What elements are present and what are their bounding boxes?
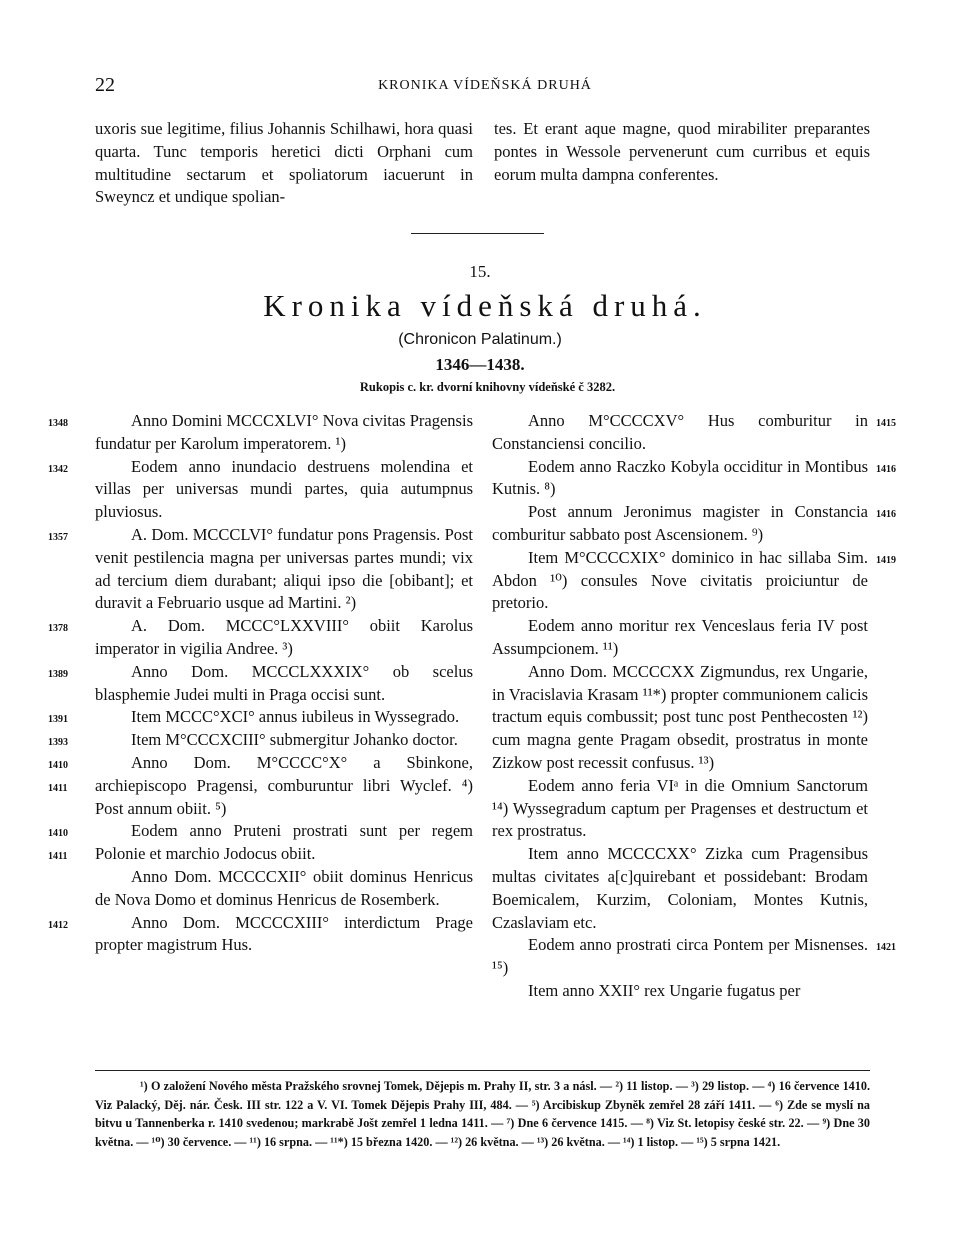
entry-text: Eodem anno Raczko Kobyla occiditur in Montibus Kutnis. ⁸) <box>492 456 868 499</box>
chronicle-entry <box>48 912 473 958</box>
margin-year: 1342 <box>48 463 68 475</box>
manuscript-note: Rukopis c. kr. dvorní knihovny vídeňské č 3282. <box>359 380 616 394</box>
chronicle-entry <box>95 866 473 912</box>
margin-year: 1416 <box>876 509 896 521</box>
entry-text: Anno Dom. MCCCCXIII° interdictum Prage propter magistrum Hus. <box>95 912 473 955</box>
entry-text: Eodem anno moritur rex Venceslaus feria IV post Assumpcionem. ¹¹) <box>492 616 868 658</box>
margin-year: 1419 <box>876 554 896 566</box>
entry-text: Item anno XXII° rex Ungarie fugatus per <box>528 980 801 1000</box>
chronicle-entry <box>492 980 868 1003</box>
chronicle-entry <box>48 752 473 820</box>
chronicle-entry <box>492 843 868 934</box>
chronicle-entry <box>492 501 896 547</box>
chronicle-entry <box>48 615 473 661</box>
chronicle-entry <box>48 729 473 752</box>
margin-year: 1416 <box>876 463 896 475</box>
margin-year: 1411 <box>48 782 68 794</box>
chronicle-entry <box>492 615 868 661</box>
margin-year: 1410 <box>48 759 68 771</box>
chronicle-entry <box>492 934 896 980</box>
entry-text: Item M°CCCCXIX° dominico in hac sillaba Sim. Abdon ¹⁰) consules Nove civitatis proiciuntur de pretorio. <box>492 547 868 613</box>
running-title: KRONIKA VÍDEŇSKÁ DRUHÁ <box>378 78 592 93</box>
margin-year: 1412 <box>48 919 68 931</box>
section-title: Kronika vídeňská druhá. <box>263 288 707 323</box>
entry-text: Anno Dom. MCCCLXXXIX° ob scelus blasphemie Judei multi in Praga occisi sunt. <box>95 661 473 704</box>
margin-year: 1415 <box>876 418 896 429</box>
chronicle-entry <box>492 547 896 615</box>
footnotes <box>95 1077 870 1151</box>
section-number: 15. <box>469 262 491 281</box>
entry-text: Post annum Jeronimus magister in Constancia comburitur sabbato post Ascensionem. ⁹) <box>492 502 868 544</box>
entry-text: Anno Dom. M°CCCC°X° a Sbinkone, archiepiscopo Pragensi, comburuntur libri Wyclef. ⁴) Post annum obiit. ⁵) <box>95 752 473 818</box>
footnote-divider <box>95 1070 870 1071</box>
chronicle-entry <box>48 456 473 524</box>
footnote-text: ¹) O založení Nového města Pražského srovnej Tomek, Dějepis m. Prahy II, str. 3 a násl. — ²) 11 listop. — ³) 29 listop. — ⁴) 16 července 1410. Viz Palacký, Děj. nár. Česk. III str. 122 a V. VI. Tomek Dějepis Prahy III, 484. — ⁵) Arcibiskup Zbyněk zemřel 28 září 1411. — ⁶) Zde se myslí na bitvu u Tannenberka r. 1410 svedenou; markrabě Jošt zemřel 1 ledna 1411. — ⁷) Dne 6 července 1415. — ⁸) Viz St. letopisy české str. 22. — ⁹) Dne 30 května. — ¹⁰) 30 července. — ¹¹) 16 srpna. — ¹¹*) 15 března 1420. — ¹²) 26 května. — ¹³) 26 května. — ¹⁴) 1 listop. — ¹⁵) 5 srpna 1421. <box>95 1079 870 1149</box>
margin-year: 1357 <box>48 531 68 543</box>
margin-year: 1410 <box>48 828 68 840</box>
margin-year: 1378 <box>48 623 68 635</box>
entry-text: Eodem anno prostrati circa Pontem per Misnenses. ¹⁵) <box>492 935 868 978</box>
page-number: 22 <box>95 74 115 96</box>
margin-year: 1411 <box>48 851 68 863</box>
chronicle-entry <box>48 820 473 866</box>
chronicle-entry <box>48 524 473 615</box>
chronicle-entry <box>48 410 473 456</box>
entry-text: Item M°CCCXCIII° submergitur Johanko doctor. <box>131 730 458 750</box>
chronicle-entry <box>48 661 473 707</box>
margin-year: 1391 <box>48 714 68 726</box>
section-divider <box>411 233 544 234</box>
chronicle-right-column <box>492 410 896 1003</box>
chronicle-entry <box>492 661 868 775</box>
margin-year: 1348 <box>48 418 68 429</box>
entry-text: Anno Dom. MCCCCXII° obiit dominus Henricus de Nova Domo et dominus Henricus de Rosemberk. <box>95 866 473 909</box>
chronicle-left-column <box>48 410 473 957</box>
margin-year: 1389 <box>48 668 68 680</box>
chronicle-entry <box>492 456 896 502</box>
entry-text: A. Dom. MCCCLVI° fundatur pons Pragensis. Post venit pestilencia magna per universas partes mundi; vix ad tercium diem durabant; aliqui ipso die [obibant]; et duravit a Februario usque ad Martini. ²) <box>95 524 473 613</box>
entry-text: Item MCCC°XCI° annus iubileus in Wyssegrado. <box>131 707 460 727</box>
chronicle-entry <box>48 706 473 729</box>
margin-year: 1421 <box>876 942 896 954</box>
entry-text: Anno Dom. MCCCCXX Zigmundus, rex Ungarie, in Vracislavia Krasam ¹¹*) propter communionem calicis tractum equis combussit; post tunc post Penthecosten ¹²) cum magna gente Pragam obsedit, prostratus in monte Zizkow post recessit confusus. ¹³) <box>492 661 868 772</box>
chronicle-entry <box>492 410 896 456</box>
entry-text: Eodem anno Pruteni prostrati sunt per regem Polonie et marchio Jodocus obiit. <box>95 821 473 864</box>
section-subtitle: (Chronicon Palatinum.) <box>398 331 562 348</box>
previous-text-left: uxoris sue legitime, filius Johannis Schilhawi, hora quasi quarta. Tunc temporis heretici dicti Orphani cum multitudine sectarum et spoliatorum iacuerunt in Sweyncz et undique spolian- <box>95 119 473 207</box>
entry-text: Eodem anno feria VIᵃ in die Omnium Sanctorum ¹⁴) Wyssegradum captum per Pragenses et destructum et rex prostratus. <box>492 775 868 841</box>
chronicle-entry <box>492 775 868 843</box>
page-header <box>0 74 960 98</box>
entry-text: Anno M°CCCCXV° Hus comburitur in Constanciensi concilio. <box>492 411 868 453</box>
previous-text-right: tes. Et erant aque magne, quod mirabiliter preparantes pontes in Wessole pervenerunt cum curribus et equis eorum multa dampna conferentes. <box>494 119 870 184</box>
entry-text: A. Dom. MCCC°LXXVIII° obiit Karolus imperator in vigilia Andree. ³) <box>95 616 473 658</box>
entry-text: Anno Domini MCCCXLVI° Nova civitas Pragensis fundatur per Karolum imperatorem. ¹) <box>95 411 473 453</box>
margin-year: 1393 <box>48 737 68 749</box>
entry-text: Eodem anno inundacio destruens molendina et villas per universas mundi partes, quia autumpnus pluviosus. <box>95 456 473 522</box>
section-years: 1346—1438. <box>435 355 525 374</box>
entry-text: Item anno MCCCCXX° Zizka cum Pragensibus multas civitates a[c]quirebant et possidebant: Brodam Boemicalem, Kurzim, Coloniam, Montes Kutnis, Czaslaviam etc. <box>492 844 868 932</box>
